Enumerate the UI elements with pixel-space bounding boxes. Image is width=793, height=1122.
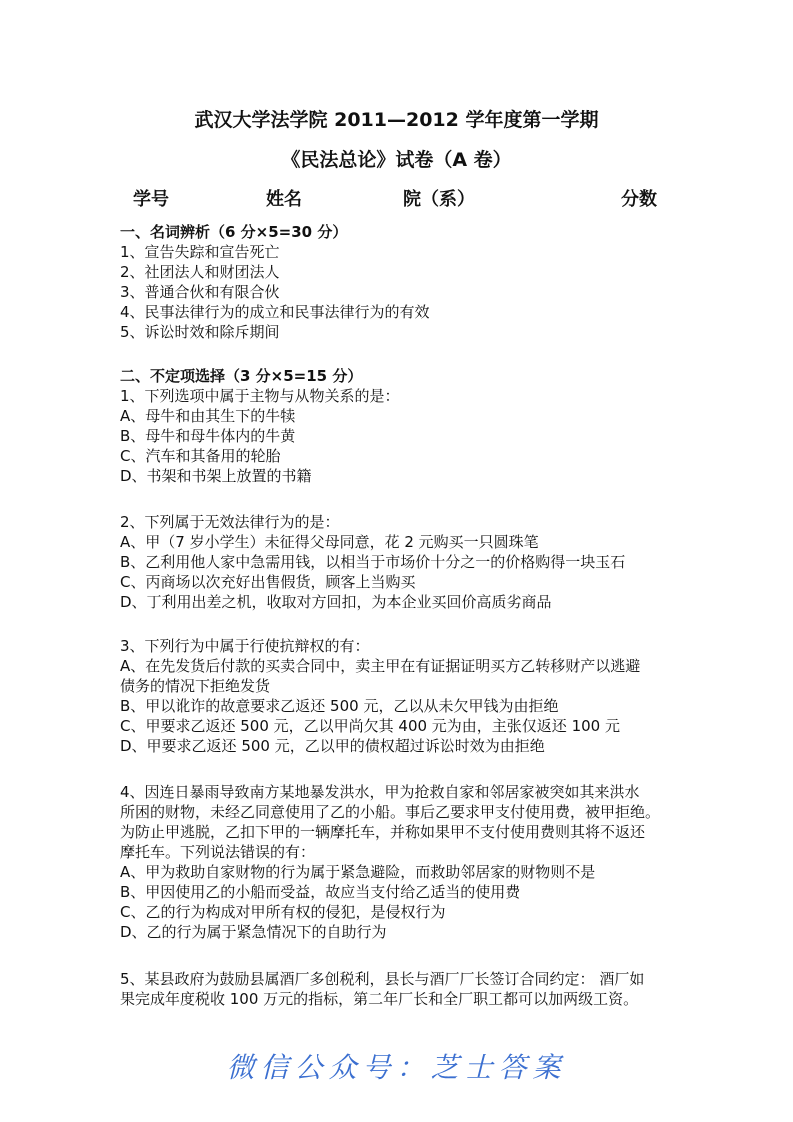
option: C、汽车和其备用的轮胎	[120, 447, 281, 465]
option: D、甲要求乙返还 500 元，乙以甲的债权超过诉讼时效为由拒绝	[120, 737, 545, 755]
question-4-continued: 为防止甲逃脱，乙扣下甲的一辆摩托车，并称如果甲不支付使用费则其将不返还	[120, 823, 646, 841]
field-department: 院（系）	[403, 189, 475, 210]
section1-heading: 一、名词辨析（6 分×5=30 分）	[120, 223, 348, 241]
section2-heading: 二、不定项选择（3 分×5=15 分）	[120, 367, 363, 385]
option: C、乙的行为构成对甲所有权的侵犯，是侵权行为	[120, 903, 446, 921]
question-1: 1、下列选项中属于主物与从物关系的是：	[120, 387, 400, 405]
option: B、甲因使用乙的小船而受益，故应当支付给乙适当的使用费	[120, 883, 521, 901]
question-5: 5、某县政府为鼓励县属酒厂多创税利，县长与酒厂厂长签订合同约定： 酒厂如	[120, 970, 645, 988]
watermark: 微信公众号：芝士答案	[226, 1051, 567, 1084]
question-2: 2、下列属于无效法律行为的是：	[120, 513, 340, 531]
option: B、乙利用他人家中急需用钱，以相当于市场价十分之一的价格购得一块玉石	[120, 553, 626, 571]
option: C、甲要求乙返还 500 元，乙以甲尚欠其 400 元为由，主张仅返还 100 元	[120, 717, 620, 735]
exam-body	[120, 222, 690, 1009]
list-item: 4、民事法律行为的成立和民事法律行为的有效	[120, 303, 430, 321]
option: B、母牛和母牛体内的牛黄	[120, 427, 296, 445]
field-student-id: 学号	[133, 189, 169, 210]
option-continued: 债务的情况下拒绝发货	[120, 677, 271, 695]
option: A、甲（7 岁小学生）未征得父母同意，花 2 元购买一只圆珠笔	[120, 533, 539, 551]
option: D、书架和书架上放置的书籍	[120, 467, 312, 485]
list-item: 2、社团法人和财团法人	[120, 263, 280, 281]
option: A、甲为救助自家财物的行为属于紧急避险，而救助邻居家的财物则不是	[120, 863, 596, 881]
exam-subtitle: 《民法总论》试卷（A 卷）	[281, 149, 512, 171]
field-name: 姓名	[266, 189, 302, 210]
question-5-continued: 果完成年度税收 100 万元的指标，第二年厂长和全厂职工都可以加两级工资。	[120, 990, 639, 1008]
question-4-continued: 摩托车。下列说法错误的有：	[120, 843, 316, 861]
field-score: 分数	[621, 189, 657, 210]
list-item: 3、普通合伙和有限合伙	[120, 283, 280, 301]
option: A、在先发货后付款的买卖合同中，卖主甲在有证据证明买方乙转移财产以逃避	[120, 657, 641, 675]
exam-title: 武汉大学法学院 2011—2012 学年度第一学期	[194, 109, 599, 131]
question-4: 4、因连日暴雨导致南方某地暴发洪水，甲为抢救自家和邻居家被突如其来洪水	[120, 783, 640, 801]
option: C、丙商场以次充好出售假货，顾客上当购买	[120, 573, 416, 591]
list-item: 5、诉讼时效和除斥期间	[120, 323, 280, 341]
question-3: 3、下列行为中属于行使抗辩权的有：	[120, 637, 370, 655]
option: D、丁利用出差之机，收取对方回扣，为本企业买回价高质劣商品	[120, 593, 552, 611]
list-item: 1、宣告失踪和宣告死亡	[120, 243, 280, 261]
option: D、乙的行为属于紧急情况下的自助行为	[120, 923, 387, 941]
option: B、甲以讹诈的故意要求乙返还 500 元，乙以从未欠甲钱为由拒绝	[120, 697, 559, 715]
question-4-continued: 所困的财物，未经乙同意使用了乙的小船。事后乙要求甲支付使用费，被甲拒绝。	[120, 803, 661, 821]
option: A、母牛和由其生下的牛犊	[120, 407, 296, 425]
